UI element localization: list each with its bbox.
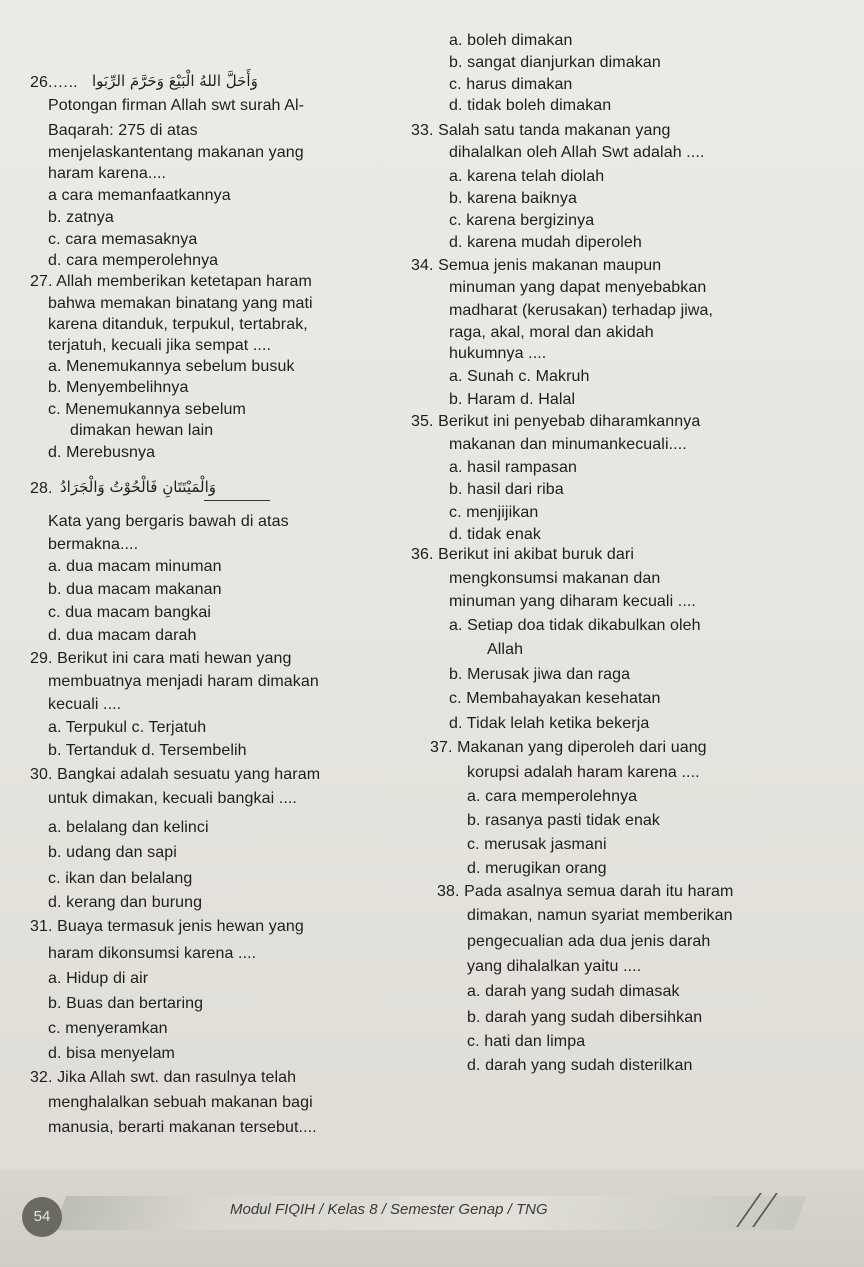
q38-line-1: 38. Pada asalnya semua darah itu haram: [437, 883, 734, 900]
q28-underline: [204, 500, 270, 501]
q26-option-c: c. cara memasaknya: [48, 231, 198, 248]
q29-options-bd: b. Tertanduk d. Tersembelih: [48, 742, 247, 759]
q36-line-1: 36. Berikut ini akibat buruk dari: [411, 546, 634, 563]
q28-option-a: a. dua macam minuman: [48, 558, 222, 575]
q37-line-2: korupsi adalah haram karena ....: [467, 764, 700, 781]
q34-line-4: raga, akal, moral dan akidah: [449, 324, 654, 341]
q26-number: 26.…..: [30, 74, 78, 91]
q37-option-d: d. merugikan orang: [467, 860, 607, 877]
q31-option-a: a. Hidup di air: [48, 970, 149, 987]
q31-line-2: haram dikonsumsi karena ....: [48, 945, 257, 962]
q38-option-c: c. hati dan limpa: [467, 1033, 586, 1050]
q38-option-a: a. darah yang sudah dimasak: [467, 983, 680, 1000]
q26-line-1: Potongan firman Allah swt surah Al-: [48, 97, 305, 114]
q33-option-d: d. karena mudah diperoleh: [449, 234, 642, 251]
q26-line-3: menjelaskantentang makanan yang: [48, 144, 304, 161]
q29-line-1: 29. Berikut ini cara mati hewan yang: [30, 650, 292, 667]
q31-option-c: c. menyeramkan: [48, 1020, 168, 1037]
q35-line-1: 35. Berikut ini penyebab diharamkannya: [411, 413, 701, 430]
q32-line-3: manusia, berarti makanan tersebut....: [48, 1119, 317, 1136]
q30-line-2: untuk dimakan, kecuali bangkai ....: [48, 790, 297, 807]
q26-line-2: Baqarah: 275 di atas: [48, 122, 198, 139]
q32-line-2: menghalalkan sebuah makanan bagi: [48, 1094, 313, 1111]
q30-option-c: c. ikan dan belalang: [48, 870, 193, 887]
q27-option-b: b. Menyembelihnya: [48, 379, 189, 396]
q27-line-3: karena ditanduk, terpukul, tertabrak,: [48, 316, 308, 333]
q26-arabic-verse: وَأَحَلَّ اللهُ الْبَيْعَ وَحَرَّمَ الرِّبَوا: [92, 72, 258, 90]
q36-line-2: mengkonsumsi makanan dan: [449, 570, 661, 587]
q36-option-d: d. Tidak lelah ketika bekerja: [449, 715, 650, 732]
q28-arabic-text: وَالْمَيْتَتَانِ فَالْحُوْتُ وَالْجَرَادُ: [60, 478, 217, 496]
q28-option-c: c. dua macam bangkai: [48, 604, 211, 621]
q33-option-b: b. karena baiknya: [449, 190, 578, 207]
q27-option-c-cont: dimakan hewan lain: [70, 422, 214, 439]
q34-line-3: madharat (kerusakan) terhadap jiwa,: [449, 302, 714, 319]
q33-option-a: a. karena telah diolah: [449, 168, 605, 185]
q34-options-bd: b. Haram d. Halal: [449, 391, 576, 408]
q33-option-c: c. karena bergizinya: [449, 212, 595, 229]
q28-number: 28.: [30, 480, 53, 497]
q35-line-2: makanan dan minumankecuali....: [449, 436, 687, 453]
q30-option-b: b. udang dan sapi: [48, 844, 177, 861]
q32-option-a: a. boleh dimakan: [449, 32, 573, 49]
q34-line-5: hukumnya ....: [449, 345, 547, 362]
q27-line-2: bahwa memakan binatang yang mati: [48, 295, 313, 312]
q28-option-d: d. dua macam darah: [48, 627, 197, 644]
q36-option-b: b. Merusak jiwa dan raga: [449, 666, 631, 683]
q26-option-b: b. zatnya: [48, 209, 114, 226]
q38-line-2: dimakan, namun syariat memberikan: [467, 907, 733, 924]
q29-line-3: kecuali ....: [48, 696, 122, 713]
q36-option-a-cont: Allah: [487, 641, 524, 658]
page-number: 54: [22, 1197, 62, 1237]
q35-option-b: b. hasil dari riba: [449, 481, 564, 498]
q38-line-3: pengecualian ada dua jenis darah: [467, 933, 711, 950]
q35-option-d: d. tidak enak: [449, 526, 542, 543]
q28-line-2: bermakna....: [48, 536, 139, 553]
q28-option-b: b. dua macam makanan: [48, 581, 222, 598]
q31-option-d: d. bisa menyelam: [48, 1045, 175, 1062]
q26-line-4: haram karena....: [48, 165, 167, 182]
q37-line-1: 37. Makanan yang diperoleh dari uang: [430, 739, 707, 756]
q34-line-2: minuman yang dapat menyebabkan: [449, 279, 707, 296]
q27-option-a: a. Menemukannya sebelum busuk: [48, 358, 295, 375]
q35-option-a: a. hasil rampasan: [449, 459, 577, 476]
q28-line-1: Kata yang bergaris bawah di atas: [48, 513, 289, 530]
q33-line-2: dihalalkan oleh Allah Swt adalah ....: [449, 144, 705, 161]
q27-option-d: d. Merebusnya: [48, 444, 156, 461]
q36-line-3: minuman yang diharam kecuali ....: [449, 593, 696, 610]
q32-line-1: 32. Jika Allah swt. dan rasulnya telah: [30, 1069, 297, 1086]
q35-option-c: c. menjijikan: [449, 504, 539, 521]
q37-option-c: c. merusak jasmani: [467, 836, 607, 853]
q36-option-a: a. Setiap doa tidak dikabulkan oleh: [449, 617, 701, 634]
q27-line-4: terjatuh, kecuali jika sempat ....: [48, 337, 272, 354]
q38-option-b: b. darah yang sudah dibersihkan: [467, 1009, 703, 1026]
q26-option-a: a cara memanfaatkannya: [48, 187, 231, 204]
q34-line-1: 34. Semua jenis makanan maupun: [411, 257, 662, 274]
q27-line-1: 27. Allah memberikan ketetapan haram: [30, 273, 312, 290]
q38-option-d: d. darah yang sudah disterilkan: [467, 1057, 693, 1074]
q30-option-d: d. kerang dan burung: [48, 894, 203, 911]
q30-line-1: 30. Bangkai adalah sesuatu yang haram: [30, 766, 321, 783]
q26-option-d: d. cara memperolehnya: [48, 252, 219, 269]
q36-option-c: c. Membahayakan kesehatan: [449, 690, 661, 707]
footer-module-title: Modul FIQIH / Kelas 8 / Semester Genap / TNG: [230, 1201, 548, 1218]
q37-option-a: a. cara memperolehnya: [467, 788, 638, 805]
q34-options-ac: a. Sunah c. Makruh: [449, 368, 590, 385]
q27-option-c: c. Menemukannya sebelum: [48, 401, 246, 418]
q32-option-d: d. tidak boleh dimakan: [449, 97, 612, 114]
q30-option-a: a. belalang dan kelinci: [48, 819, 209, 836]
q32-option-b: b. sangat dianjurkan dimakan: [449, 54, 661, 71]
q29-line-2: membuatnya menjadi haram dimakan: [48, 673, 319, 690]
q31-line-1: 31. Buaya termasuk jenis hewan yang: [30, 918, 304, 935]
q38-line-4: yang dihalalkan yaitu ....: [467, 958, 642, 975]
q31-option-b: b. Buas dan bertaring: [48, 995, 204, 1012]
q32-option-c: c. harus dimakan: [449, 76, 573, 93]
q29-options-ac: a. Terpukul c. Terjatuh: [48, 719, 207, 736]
q33-line-1: 33. Salah satu tanda makanan yang: [411, 122, 671, 139]
q37-option-b: b. rasanya pasti tidak enak: [467, 812, 661, 829]
